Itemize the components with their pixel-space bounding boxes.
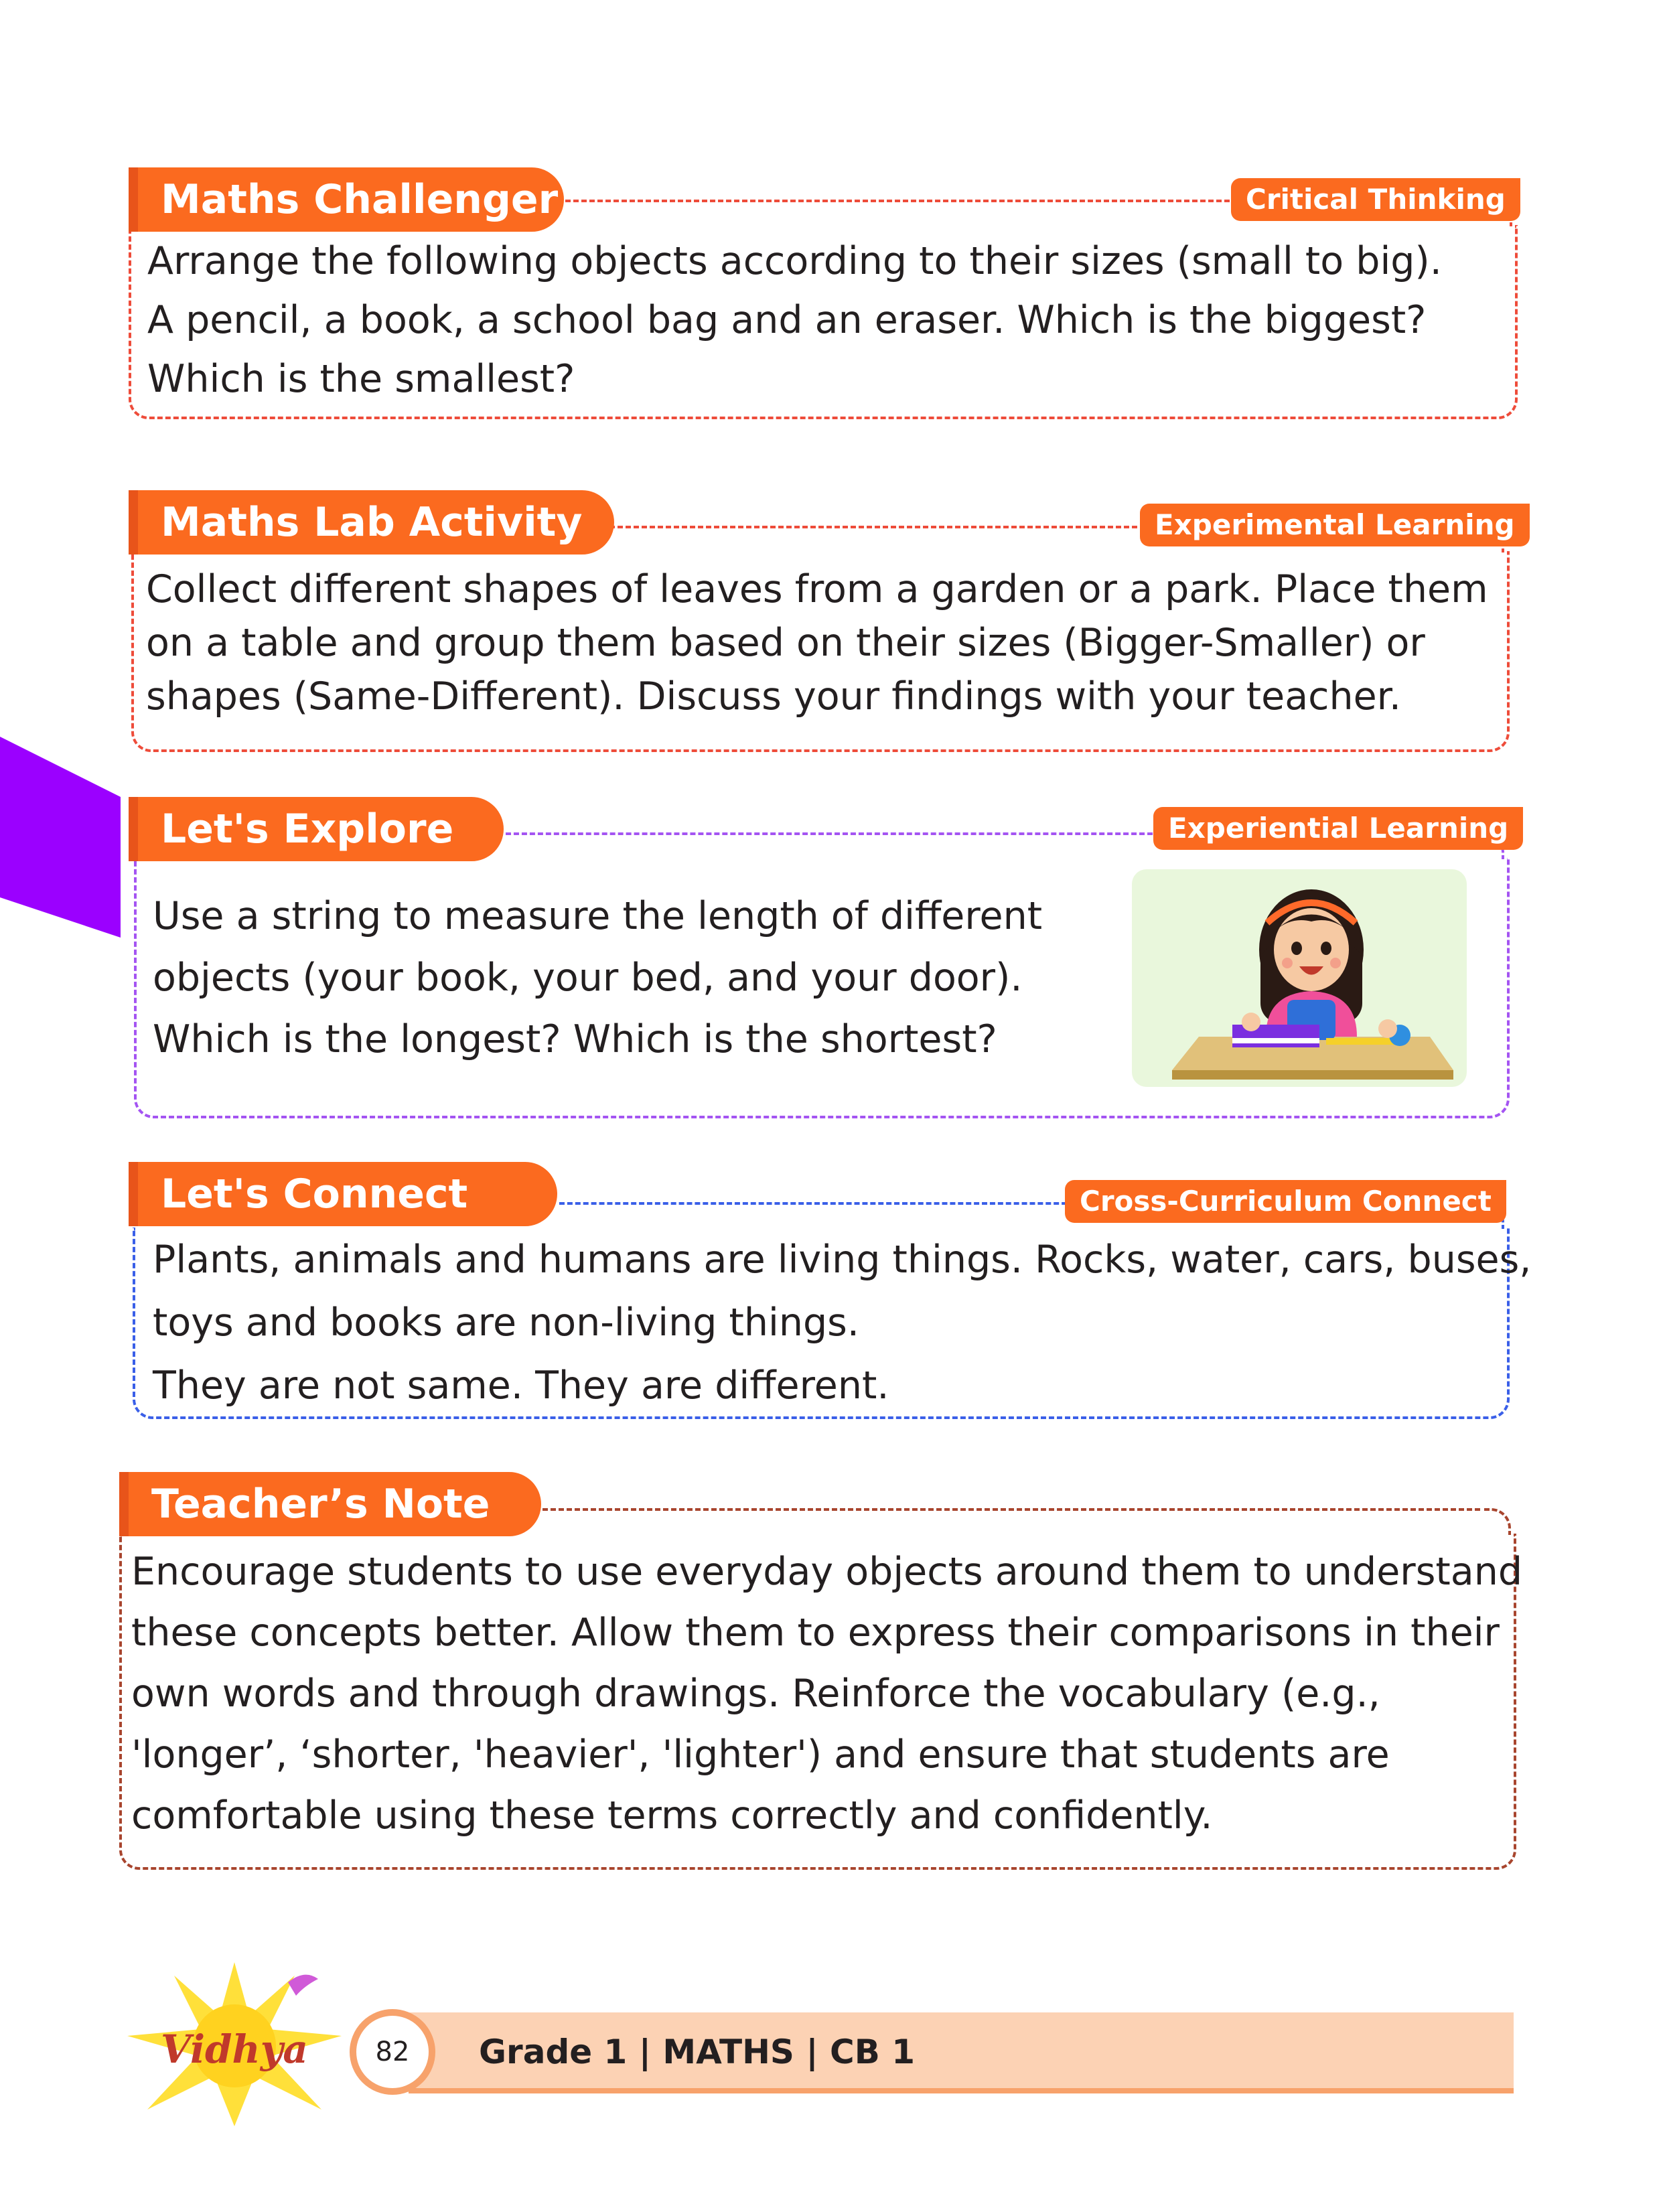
section-line: these concepts better. Allow them to express their comparisons in their [131,1611,1500,1655]
section-line: shapes (Same-Different). Discuss your findings with your teacher. [146,674,1401,719]
section-line: objects (your book, your bed, and your door). [153,956,1023,1000]
section-line: Collect different shapes of leaves from a garden or a park. Place them [146,567,1488,611]
section-title: Maths Challenger [129,167,564,232]
footer-course-label: Grade 1 | MATHS | CB 1 [479,2033,916,2071]
section-line: Plants, animals and humans are living things. Rocks, water, cars, buses, [153,1238,1532,1282]
section-tag: Cross-Curriculum Connect [1065,1180,1506,1223]
section-tag: Critical Thinking [1231,178,1520,221]
section-line: own words and through drawings. Reinforce the vocabulary (e.g., [131,1672,1380,1716]
section-title: Let's Connect [129,1162,557,1226]
header-dashed-line [549,200,1246,202]
header-dashed-line [542,1508,1480,1511]
section-line: 'longer’, ‘shorter, 'heavier', 'lighter') and ensure that students are [131,1732,1390,1777]
page-number: 82 [350,2009,435,2095]
section-title: Let's Explore [129,797,504,861]
header-dashed-line [609,526,1145,528]
section-title: Maths Lab Activity [129,490,614,555]
section-line: toys and books are non-living things. [153,1301,859,1345]
logo-wordmark: Vidhya [160,2026,309,2072]
side-tab-marker [0,737,121,938]
girl-measuring-illustration [1132,869,1467,1087]
section-line: Use a string to measure the length of different [153,894,1043,938]
section-tag: Experimental Learning [1140,504,1530,546]
header-dashed-line [506,832,1169,835]
box-corner [1484,1508,1511,1535]
section-line: Arrange the following objects according to their sizes (small to big). [147,239,1442,283]
section-line: They are not same. They are different. [153,1363,889,1408]
section-line: on a table and group them based on their sizes (Bigger-Smaller) or [146,621,1425,665]
section-line: Which is the longest? Which is the shortest? [153,1017,997,1061]
section-line: Which is the smallest? [147,357,575,401]
section-line: Encourage students to use everyday objects around them to understand [131,1550,1523,1594]
vidhya-sun-logo [121,1956,348,2130]
header-dashed-line [559,1202,1075,1205]
section-title: Teacher’s Note [119,1472,541,1536]
footer-underline [409,2088,1514,2093]
section-line: A pencil, a book, a school bag and an eraser. Which is the biggest? [147,298,1427,342]
section-tag: Experiential Learning [1153,807,1523,850]
section-line: comfortable using these terms correctly and confidently. [131,1793,1213,1838]
